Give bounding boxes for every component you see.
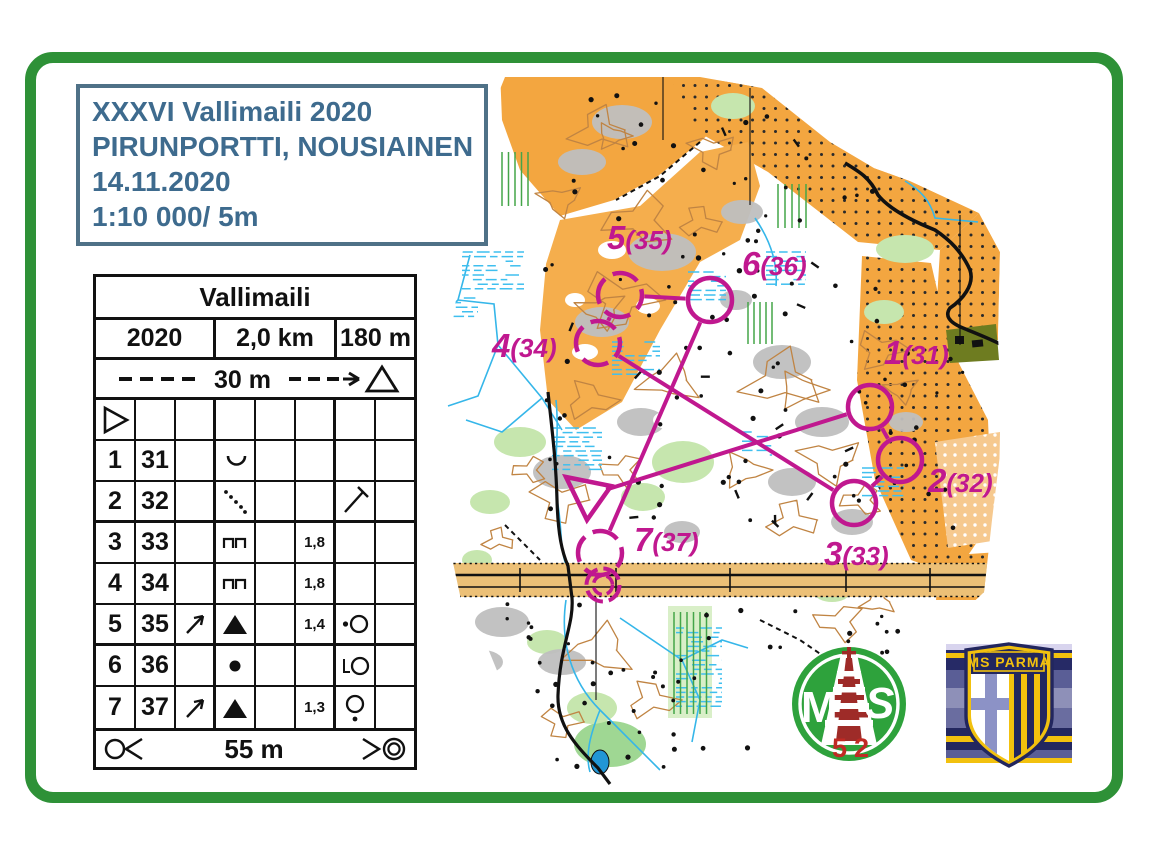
boulder-dot bbox=[870, 189, 875, 194]
boulder-dot bbox=[572, 189, 577, 194]
boulder-dot bbox=[721, 480, 726, 485]
boulder-icon bbox=[219, 692, 251, 724]
card-control-row-7 bbox=[96, 687, 414, 728]
boulder-dot bbox=[783, 311, 788, 316]
card-cell-text: 1,8 bbox=[304, 575, 325, 592]
boulder-dot bbox=[961, 371, 964, 374]
card-cell-text: 2 bbox=[108, 486, 122, 515]
control-description-card bbox=[93, 274, 417, 770]
boulder-dot bbox=[608, 671, 613, 676]
card-cell bbox=[336, 646, 376, 685]
map-scale: 1:10 000/ 5m bbox=[92, 201, 259, 232]
boulder-dot bbox=[654, 102, 657, 105]
boulder-dot bbox=[657, 502, 662, 507]
boulder-dot bbox=[914, 425, 919, 430]
card-cell bbox=[96, 564, 136, 603]
boulder-dot bbox=[704, 613, 709, 618]
boulder-dot bbox=[567, 642, 570, 645]
event-date: 14.11.2020 bbox=[92, 166, 231, 197]
boulder-dot bbox=[625, 755, 630, 760]
boulder-dot bbox=[951, 526, 956, 531]
card-cell bbox=[136, 564, 176, 603]
boulder-dot bbox=[548, 458, 552, 462]
boulder-dot bbox=[798, 218, 802, 222]
card-cell bbox=[136, 687, 176, 728]
card-cell bbox=[216, 523, 256, 562]
boulder-dot bbox=[875, 319, 880, 324]
control-label-7: 7(37) bbox=[634, 521, 699, 558]
card-cell bbox=[176, 687, 216, 728]
boulder-dot bbox=[752, 294, 757, 299]
card-cell bbox=[296, 400, 336, 439]
boulder-dot bbox=[784, 408, 788, 412]
boulder-dot bbox=[842, 195, 846, 199]
boulder-dot bbox=[948, 357, 952, 361]
boulder-dot bbox=[553, 682, 558, 687]
card-cell bbox=[376, 687, 414, 728]
card-cell-text: 1,8 bbox=[304, 534, 325, 551]
boulder-dot bbox=[558, 416, 562, 420]
card-cell bbox=[216, 687, 256, 728]
card-cell bbox=[376, 482, 414, 520]
cliff-icon bbox=[219, 527, 251, 559]
card-cell bbox=[256, 441, 296, 480]
card-control-row-4 bbox=[96, 564, 414, 605]
card-cell bbox=[96, 605, 136, 643]
boulder-dot bbox=[632, 141, 637, 146]
boulder-dot bbox=[679, 658, 683, 662]
card-year: 2020 bbox=[96, 320, 216, 357]
card-cell bbox=[256, 400, 296, 439]
club-logo-ms52 bbox=[788, 641, 910, 767]
svg-text:30 m: 30 m bbox=[214, 365, 271, 394]
boulder-dot bbox=[722, 252, 725, 255]
card-cell bbox=[136, 523, 176, 562]
card-control-row-2 bbox=[96, 482, 414, 523]
card-cell bbox=[216, 646, 256, 685]
card-cell bbox=[296, 605, 336, 643]
card-cell bbox=[176, 482, 216, 520]
card-cell bbox=[256, 646, 296, 685]
boulder-dot bbox=[744, 177, 747, 180]
card-cell bbox=[176, 400, 216, 439]
card-cell bbox=[96, 400, 136, 439]
card-cell bbox=[256, 687, 296, 728]
boulder-dot bbox=[622, 668, 626, 672]
boulder-dot bbox=[790, 282, 794, 286]
cliff-mark bbox=[629, 517, 638, 518]
card-cell bbox=[296, 564, 336, 603]
boulder-dot bbox=[565, 359, 570, 364]
boulder-dot bbox=[743, 459, 747, 463]
course-leg-line bbox=[644, 296, 685, 298]
control-label-1: 1(31) bbox=[884, 334, 949, 371]
control-label-5: 5(35) bbox=[607, 219, 672, 256]
card-control-row-3 bbox=[96, 523, 414, 564]
boulder-dot bbox=[562, 413, 567, 418]
cliff-icon bbox=[219, 568, 251, 600]
card-cell-text: 33 bbox=[141, 528, 169, 556]
card-control-row-1 bbox=[96, 441, 414, 482]
card-cell bbox=[136, 482, 176, 520]
boulder-dot bbox=[733, 182, 736, 185]
ne-arrow-icon bbox=[179, 608, 211, 640]
boulder-dot bbox=[591, 681, 596, 686]
card-cell bbox=[176, 564, 216, 603]
boulder-dot bbox=[545, 398, 549, 402]
card-cell bbox=[136, 400, 176, 439]
control-label-3: 3(33) bbox=[824, 535, 889, 572]
card-cell bbox=[136, 441, 176, 480]
boulder-dot bbox=[671, 143, 676, 148]
boulder-dot bbox=[748, 518, 752, 522]
finish-distance: 55 m bbox=[224, 733, 284, 764]
card-cell bbox=[376, 564, 414, 603]
map-terrain bbox=[430, 60, 1020, 800]
card-stats-row bbox=[96, 320, 414, 360]
card-cell bbox=[336, 400, 376, 439]
boulder-dot bbox=[746, 238, 751, 243]
card-cell bbox=[216, 605, 256, 643]
card-cell bbox=[296, 441, 336, 480]
boulder-dot bbox=[804, 156, 808, 160]
card-cell bbox=[296, 646, 336, 685]
boulder-dot bbox=[653, 671, 657, 675]
card-cell bbox=[336, 564, 376, 603]
card-cell bbox=[96, 441, 136, 480]
veg-boundary-icon bbox=[219, 485, 251, 517]
club-letter-m: M bbox=[801, 683, 838, 732]
boulder-dot bbox=[701, 168, 706, 173]
course-leg-line bbox=[608, 317, 610, 320]
boulder-dot bbox=[727, 475, 731, 479]
boulder-dot bbox=[768, 645, 773, 650]
card-cell bbox=[376, 646, 414, 685]
boulder-dot bbox=[697, 346, 702, 351]
card-cell-text: 31 bbox=[141, 446, 169, 474]
parma-banner-text: MS PARMA bbox=[967, 654, 1051, 670]
boulder-dot bbox=[710, 315, 715, 320]
boulder-dot bbox=[555, 462, 558, 465]
circle-dot-south-icon bbox=[339, 692, 371, 724]
boulder-dot bbox=[543, 267, 548, 272]
card-cell bbox=[96, 687, 136, 728]
card-cell bbox=[296, 482, 336, 520]
card-start-row bbox=[96, 400, 414, 441]
boulder-dot bbox=[574, 764, 579, 769]
card-course-length: 2,0 km bbox=[216, 320, 337, 357]
boulder-dot bbox=[903, 383, 908, 388]
card-cell bbox=[176, 523, 216, 562]
card-cell bbox=[216, 400, 256, 439]
control-label-6: 6(36) bbox=[742, 245, 807, 282]
boulder-dot bbox=[662, 765, 666, 769]
boulder-dot bbox=[855, 194, 859, 198]
card-cell-text: 5 bbox=[108, 609, 122, 638]
card-cell bbox=[256, 523, 296, 562]
boulder-dot bbox=[632, 709, 636, 713]
card-cell bbox=[296, 687, 336, 728]
card-cell-text: 1,3 bbox=[304, 699, 325, 716]
boulder-dot bbox=[833, 475, 837, 479]
boulder-dot bbox=[843, 462, 848, 467]
boulder-dot bbox=[905, 464, 909, 468]
start-triangle-icon bbox=[99, 404, 131, 436]
boulder-dot bbox=[693, 233, 697, 237]
boulder-dot bbox=[619, 278, 622, 281]
card-cell bbox=[376, 441, 414, 480]
boulder-dot bbox=[660, 178, 665, 183]
card-grid bbox=[96, 400, 414, 728]
card-cell bbox=[336, 523, 376, 562]
card-cell bbox=[136, 646, 176, 685]
card-climb: 180 m bbox=[340, 324, 411, 352]
knoll-icon bbox=[219, 650, 251, 682]
boulder-dot bbox=[673, 300, 677, 304]
boulder-dot bbox=[671, 699, 675, 703]
card-cell-text: 34 bbox=[141, 569, 169, 597]
boulder-dot bbox=[857, 499, 861, 503]
card-cell bbox=[96, 482, 136, 520]
card-cell-text: 32 bbox=[141, 486, 169, 515]
boulder-dot bbox=[738, 608, 743, 613]
boulder-dot bbox=[675, 395, 679, 399]
boulder-dot bbox=[529, 637, 533, 641]
boulder-dot bbox=[572, 179, 576, 183]
boulder-dot bbox=[651, 675, 655, 679]
card-event-name: Vallimaili bbox=[96, 277, 414, 320]
boulder-dot bbox=[506, 602, 510, 606]
boulder-dot bbox=[765, 114, 770, 119]
card-control-row-5 bbox=[96, 605, 414, 646]
card-cell-text: 1,4 bbox=[304, 615, 325, 633]
card-cell-text: 35 bbox=[141, 609, 169, 638]
boulder-dot bbox=[608, 456, 612, 460]
boulder-dot bbox=[506, 617, 509, 620]
boulder-dot bbox=[852, 494, 856, 498]
boulder-dot bbox=[638, 731, 642, 735]
boulder-dot bbox=[850, 340, 854, 344]
boulder-dot bbox=[538, 661, 542, 665]
boulder-dot bbox=[833, 284, 838, 289]
card-cell-text: 4 bbox=[108, 569, 122, 597]
boulder-dot bbox=[660, 484, 664, 488]
card-cell bbox=[256, 605, 296, 643]
boulder-dot bbox=[895, 629, 900, 634]
boulder-dot bbox=[621, 147, 625, 151]
card-finish-row bbox=[96, 728, 414, 767]
boulder-dot bbox=[681, 255, 685, 259]
card-distance-to-start-row bbox=[96, 360, 414, 400]
boulder-dot bbox=[889, 431, 893, 435]
card-cell bbox=[336, 605, 376, 643]
card-cell bbox=[336, 441, 376, 480]
card-cell bbox=[96, 646, 136, 685]
boulder-dot bbox=[885, 630, 889, 634]
card-control-row-6 bbox=[96, 646, 414, 687]
boulder-dot bbox=[596, 114, 599, 117]
card-cell bbox=[216, 441, 256, 480]
card-cell-text: 7 bbox=[108, 693, 122, 721]
reentrant-icon bbox=[219, 445, 251, 477]
boulder-dot bbox=[776, 361, 780, 365]
boulder-dot bbox=[589, 97, 594, 102]
boulder-dot bbox=[614, 93, 619, 98]
boulder-dot bbox=[657, 370, 662, 375]
boulder-dot bbox=[876, 622, 880, 626]
control-label-2: 2(32) bbox=[928, 462, 993, 499]
boulder-dot bbox=[550, 704, 555, 709]
circle-foot-icon bbox=[339, 650, 371, 682]
boulder-dot bbox=[672, 747, 677, 752]
boulder-dot bbox=[699, 394, 703, 398]
boulder-dot bbox=[875, 102, 880, 107]
event-location: PIRUNPORTTI, NOUSIAINEN bbox=[92, 131, 474, 162]
boulder-dot bbox=[676, 680, 680, 684]
boulder-dot bbox=[756, 229, 760, 233]
boulder-dot bbox=[764, 214, 767, 217]
boulder-dot bbox=[864, 401, 868, 405]
boulder-dot bbox=[496, 689, 501, 694]
boulder-dot bbox=[582, 701, 587, 706]
card-cell bbox=[256, 482, 296, 520]
card-cell bbox=[216, 482, 256, 520]
boulder-dot bbox=[873, 287, 877, 291]
boulder-dot bbox=[474, 681, 479, 686]
boulder-dot bbox=[639, 122, 644, 127]
title-box bbox=[76, 84, 488, 246]
card-cell-text: 1 bbox=[108, 446, 122, 474]
card-cell bbox=[256, 564, 296, 603]
boulder-dot bbox=[778, 646, 782, 650]
boulder-dot bbox=[527, 621, 530, 624]
boulder-dot bbox=[880, 615, 883, 618]
distance-to-start-graphic bbox=[97, 361, 413, 397]
card-cell bbox=[96, 523, 136, 562]
boulder-dot bbox=[772, 366, 775, 369]
card-cell bbox=[376, 605, 414, 643]
card-cell bbox=[136, 605, 176, 643]
boulder-dot bbox=[607, 721, 611, 725]
boulder-dot bbox=[591, 661, 595, 665]
boulder-dot bbox=[758, 388, 763, 393]
boulder-dot bbox=[652, 515, 656, 519]
boulder-dot bbox=[883, 378, 887, 382]
card-cell bbox=[336, 482, 376, 520]
boulder-dot bbox=[728, 351, 733, 356]
card-cell-text: 3 bbox=[108, 528, 122, 556]
boulder-dot bbox=[935, 391, 938, 394]
card-cell bbox=[176, 646, 216, 685]
card-cell bbox=[376, 400, 414, 439]
card-cell bbox=[176, 441, 216, 480]
club-number: 52 bbox=[832, 733, 877, 763]
event-title: XXXVI Vallimaili 2020 bbox=[92, 96, 373, 127]
card-cell bbox=[376, 523, 414, 562]
last-control-symbol bbox=[102, 734, 148, 764]
control-label-4: 4(34) bbox=[492, 327, 557, 364]
card-cell bbox=[216, 564, 256, 603]
card-cell-text: 37 bbox=[141, 693, 169, 721]
card-cell bbox=[296, 523, 336, 562]
boulder-dot bbox=[535, 689, 539, 693]
boulder-icon bbox=[219, 608, 251, 640]
boulder-dot bbox=[548, 506, 553, 511]
boulder-dot bbox=[671, 732, 675, 736]
card-cell-text: 36 bbox=[141, 651, 169, 679]
boulder-dot bbox=[743, 120, 748, 125]
club-letter-s: S bbox=[865, 679, 895, 728]
boulder-dot bbox=[577, 603, 582, 608]
card-cell bbox=[176, 605, 216, 643]
boulder-dot bbox=[754, 239, 758, 243]
boulder-dot bbox=[793, 609, 797, 613]
boulder-dot bbox=[707, 636, 711, 640]
boulder-dot bbox=[667, 285, 671, 289]
boulder-dot bbox=[745, 745, 750, 750]
boulder-dot bbox=[701, 746, 706, 751]
boulder-dot bbox=[550, 263, 553, 266]
dot-circle-west-icon bbox=[339, 608, 371, 640]
boulder-dot bbox=[847, 631, 852, 636]
boulder-dot bbox=[696, 255, 701, 260]
finish-symbol bbox=[360, 734, 408, 764]
boulder-dot bbox=[784, 186, 788, 190]
club-logo-ms-parma bbox=[946, 636, 1072, 776]
boulder-dot bbox=[555, 758, 559, 762]
boulder-dot bbox=[647, 313, 651, 317]
junction-icon bbox=[339, 485, 371, 517]
ne-arrow-icon bbox=[179, 692, 211, 724]
boulder-dot bbox=[530, 625, 534, 629]
boulder-dot bbox=[751, 416, 756, 421]
card-cell bbox=[336, 687, 376, 728]
boulder-dot bbox=[818, 109, 823, 114]
boulder-dot bbox=[737, 480, 742, 485]
boulder-dot bbox=[661, 684, 665, 688]
boulder-dot bbox=[692, 676, 696, 680]
card-cell-text: 6 bbox=[108, 651, 122, 679]
